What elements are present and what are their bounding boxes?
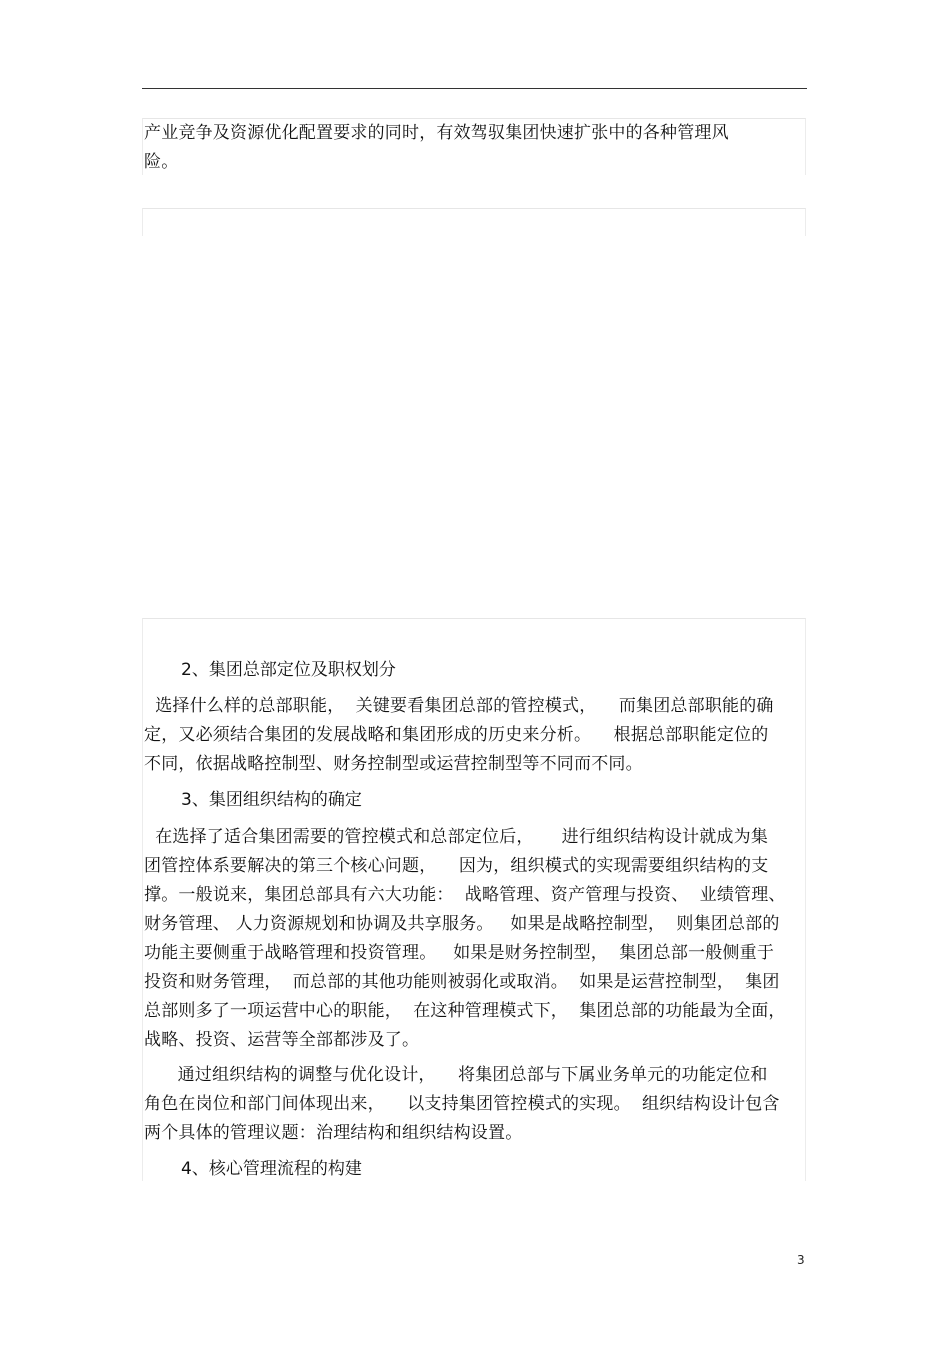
paragraph-line: 战略、投资、运营等全部都涉及了。 bbox=[144, 1030, 420, 1050]
section-heading-2: 2、集团总部定位及职权划分 bbox=[181, 660, 396, 680]
section-2-paragraph bbox=[144, 692, 806, 779]
paragraph-line: 撑。一般说来，集团总部具有六大功能： 战略管理、资产管理与投资、 业绩管理、 bbox=[144, 885, 786, 905]
text-frame-empty bbox=[142, 208, 806, 236]
header-rule bbox=[142, 88, 807, 89]
paragraph-line: 险。 bbox=[144, 152, 179, 172]
section-3-paragraph-1 bbox=[144, 823, 806, 1055]
section-3-paragraph-2 bbox=[144, 1061, 806, 1148]
paragraph-line: 角色在岗位和部门间体现出来， 以支持集团管控模式的实现。 组织结构设计包含 bbox=[144, 1094, 780, 1114]
paragraph-line: 在选择了适合集团需要的管控模式和总部定位后， 进行组织结构设计就成为集 bbox=[144, 827, 769, 847]
paragraph-line: 定，又必须结合集团的发展战略和集团形成的历史来分析。 根据总部职能定位的 bbox=[144, 725, 769, 745]
paragraph-line: 功能主要侧重于战略管理和投资管理。 如果是财务控制型， 集团总部一般侧重于 bbox=[144, 943, 775, 963]
top-paragraph bbox=[144, 119, 806, 177]
paragraph-line: 投资和财务管理， 而总部的其他功能则被弱化或取消。 如果是运营控制型， 集团 bbox=[144, 972, 780, 992]
paragraph-line: 不同，依据战略控制型、财务控制型或运营控制型等不同而不同。 bbox=[144, 754, 643, 774]
paragraph-line: 产业竞争及资源优化配置要求的同时，有效驾驭集团快速扩张中的各种管理风 bbox=[144, 123, 729, 143]
section-heading-4: 4、核心管理流程的构建 bbox=[181, 1159, 362, 1179]
paragraph-line: 财务管理、 人力资源规划和协调及共享服务。 如果是战略控制型， 则集团总部的 bbox=[144, 914, 780, 934]
paragraph-line: 两个具体的管理议题：治理结构和组织结构设置。 bbox=[144, 1123, 523, 1143]
page-number: 3 bbox=[797, 1253, 805, 1267]
paragraph-line: 通过组织结构的调整与优化设计， 将集团总部与下属业务单元的功能定位和 bbox=[144, 1065, 768, 1085]
section-heading-3: 3、集团组织结构的确定 bbox=[181, 790, 362, 810]
paragraph-line: 选择什么样的总部职能， 关键要看集团总部的管控模式， 而集团总部职能的确 bbox=[144, 696, 774, 716]
paragraph-line: 团管控体系要解决的第三个核心问题， 因为，组织模式的实现需要组织结构的支 bbox=[144, 856, 769, 876]
paragraph-line: 总部则多了一项运营中心的职能， 在这种管理模式下， 集团总部的功能最为全面， bbox=[144, 1001, 786, 1021]
